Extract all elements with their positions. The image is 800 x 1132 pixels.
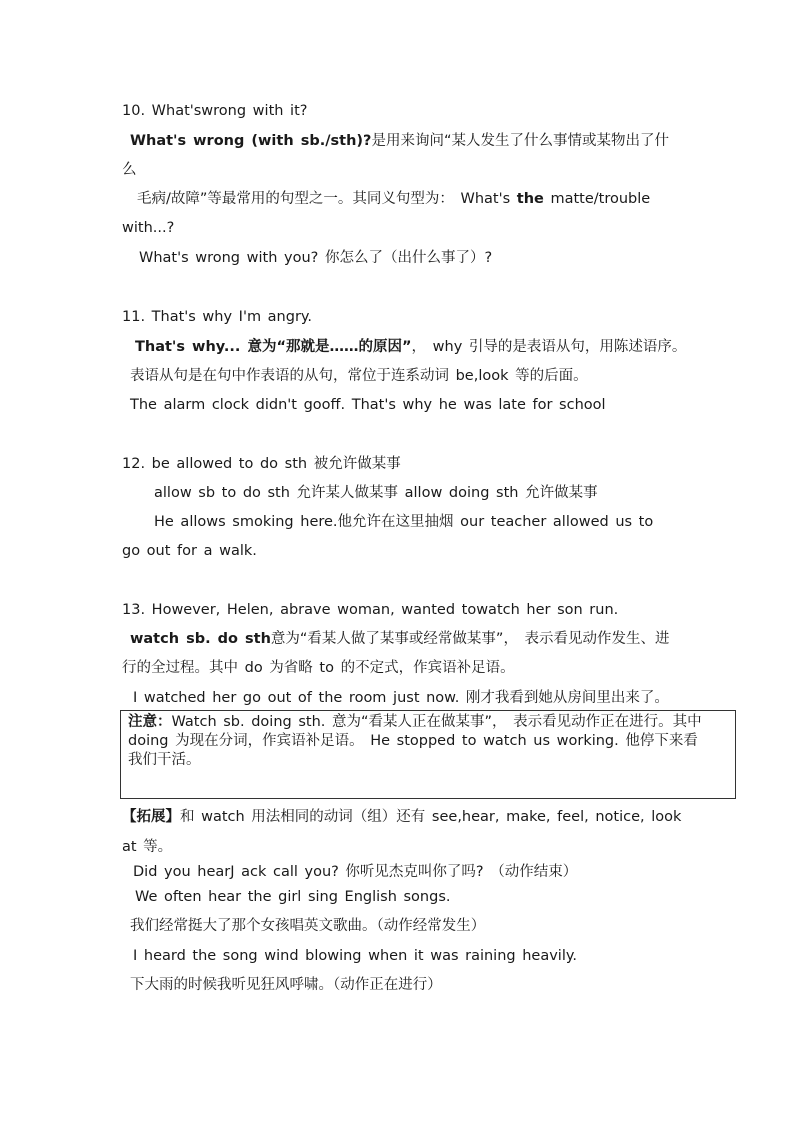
- section-13-example: I watched her go out of the room just now. 刚才我看到她从房间里出来了。: [133, 690, 669, 706]
- extension-example-3-translation: 下大雨的时候我听见狂风呼啸。（动作正在进行）: [130, 977, 442, 993]
- section-12-line-3: go out for a walk.: [122, 543, 257, 559]
- note-box: [120, 710, 736, 799]
- section-11-bold-phrase: That's why... 意为“那就是……的原因”: [135, 339, 412, 355]
- note-line-3: 我们干活。: [128, 752, 201, 768]
- note-label: 注意：: [128, 714, 172, 730]
- section-10-example: What's wrong with you? 你怎么了（出什么事了）?: [139, 250, 493, 266]
- section-11-heading: 11. That's why I'm angry.: [122, 309, 313, 325]
- note-line-1: 注意：Watch sb. doing sth. 意为“看某人正在做某事”， 表示看见动作正在进行。其中: [128, 714, 702, 730]
- section-12-line-1: allow sb to do sth 允许某人做某事 allow doing sth 允许做某事: [154, 485, 598, 501]
- section-13-line-1: watch sb. do sth意为“看某人做了某事或经常做某事”， 表示看见动作发生、进: [130, 631, 670, 647]
- section-10-line-3: 毛病/故障”等最常用的句型之一。其同义句型为： What's the matte/trouble: [137, 191, 651, 207]
- section-11-line-2: 表语从句是在句中作表语的从句，常位于连系动词 be,look 等的后面。: [130, 368, 588, 384]
- section-10-heading: 10. What'swrong with it?: [122, 103, 308, 119]
- extension-example-1: Did you hearJ ack call you? 你听见杰克叫你了吗? （动作结束）: [133, 864, 578, 880]
- section-10-line-1: What's wrong (with sb./sth)?是用来询问“某人发生了什么事情或某物出了什: [130, 133, 669, 149]
- section-10-bold-phrase: What's wrong (with sb./sth)?: [130, 133, 372, 149]
- section-11-example: The alarm clock didn't gooff. That's why he was late for school: [130, 397, 606, 413]
- extension-line-2: at 等。: [122, 839, 173, 855]
- section-12-heading: 12. be allowed to do sth 被允许做某事: [122, 456, 401, 472]
- note-line-2: doing 为现在分词，作宾语补足语。 He stopped to watch us working. 他停下来看: [128, 733, 698, 749]
- section-11-line-1: That's why... 意为“那就是……的原因”， why 引导的是表语从句，用陈述语序。: [135, 339, 687, 355]
- section-13-line-2: 行的全过程。其中 do 为省略 to 的不定式，作宾语补足语。: [122, 660, 515, 676]
- extension-label: 【拓展】: [122, 809, 180, 825]
- section-13-heading: 13. However, Helen, abrave woman, wanted towatch her son run.: [122, 602, 619, 618]
- section-10-line-2: 么: [122, 162, 137, 178]
- section-12-line-2: He allows smoking here.他允许在这里抽烟 our teacher allowed us to: [154, 514, 654, 530]
- extension-example-3: I heard the song wind blowing when it was raining heavily.: [133, 948, 577, 964]
- section-10-line-4: with...?: [122, 220, 175, 236]
- section-13-bold-phrase: watch sb. do sth: [130, 631, 271, 647]
- extension-example-2: We often hear the girl sing English songs.: [135, 889, 451, 905]
- extension-line-1: 【拓展】和 watch 用法相同的动词（组）还有 see,hear, make, feel, notice, look: [122, 809, 682, 825]
- extension-example-2-translation: 我们经常挺大了那个女孩唱英文歌曲。（动作经常发生）: [130, 918, 486, 934]
